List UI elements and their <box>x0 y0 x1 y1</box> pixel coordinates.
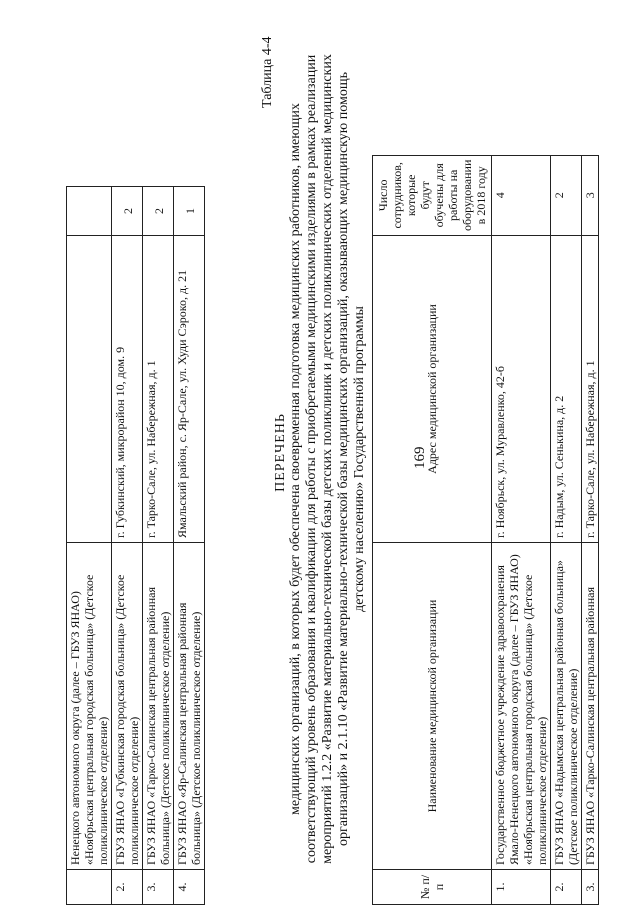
address-cell: г. Надым, ул. Сенькина, д. 2 <box>551 236 582 543</box>
table-row <box>582 155 599 904</box>
table-row <box>67 187 112 905</box>
continued-table <box>66 186 205 905</box>
row-number-cell: 1. <box>492 870 551 905</box>
organization-name-cell: ГБУЗ ЯНАО «Надымская центральная районная больница» (Детское поликлиническое отделение) <box>551 543 582 870</box>
organization-name-cell: ГБУЗ ЯНАО «Яр-Салинская центральная районная больница» (Детское поликлиническое отделение) <box>174 543 205 870</box>
page-number: 169 <box>412 446 428 469</box>
table-row <box>492 155 551 904</box>
row-number-cell <box>67 870 112 905</box>
table-row <box>174 187 205 905</box>
address-cell: г. Тарко-Сале, ул. Набережная, д. 1 <box>143 236 174 543</box>
list-title: ПЕРЕЧЕНЬ <box>273 413 288 492</box>
staff-count-cell <box>112 187 143 236</box>
address-cell: г. Тарко-Сале, ул. Набережная, д. 1 <box>582 236 599 543</box>
staff-count-cell: 3 <box>582 155 599 235</box>
organization-name-cell: Ненецкого автономного округа (далее – ГБУЗ ЯНАО) «Ноябрьская центральная городская больница» (Детское поликлиническое отделение) <box>67 543 112 870</box>
table-header-row <box>373 155 492 904</box>
address-cell: Ямальский район, с. Яр-Сале, ул. Худи Сэроко, д. 21 <box>174 236 205 543</box>
staff-count-cell <box>174 187 205 236</box>
list-description: медицинских организаций, в которых будет обеспечена своевременная подготовка медицинских работников, имеющих соответствующий уровень образования и квалификации для работы с приобретаемыми медицинскими изделиями в рамках реализации мероприятий 1.2.2 «Развитие материально-технической базы детских поликлиник и детских поликлинических отделений медицинских организаций» и 2.1.10 «Развитие материально-технической базы медицинских организаций, оказывающих медицинскую помощь детскому населению» Государственной программы <box>288 54 367 864</box>
row-number-cell: 3. <box>582 870 599 905</box>
row-number-cell: 2. <box>112 870 143 905</box>
row-number-cell: 3. <box>143 870 174 905</box>
address-cell <box>67 236 112 543</box>
organization-name-cell: ГБУЗ ЯНАО «Тарко-Салинская центральная районная больница» (Детское поликлиническое отделение) <box>143 543 174 870</box>
table-row <box>551 155 582 904</box>
organization-name-cell: ГБУЗ ЯНАО «Губкинская городская больница» (Детское поликлиническое отделение) <box>112 543 143 870</box>
organization-name-cell: Государственное бюджетное учреждение здравоохранения Ямало-Ненецкого автономного округа (далее – ГБУЗ ЯНАО) «Ноябрьская центральная городская больница» (Детское поликлиническое отделение) <box>492 543 551 870</box>
table-label: Таблица 4-4 <box>260 36 275 108</box>
row-number-cell: 2. <box>551 870 582 905</box>
table-row <box>143 187 174 905</box>
staff-count-value: 2 <box>152 208 166 214</box>
staff-count-cell <box>143 187 174 236</box>
address-cell: г. Ноябрьск, ул. Муравленко, 42-б <box>492 236 551 543</box>
row-number-cell: 4. <box>174 870 205 905</box>
staff-count-value: 2 <box>121 208 135 214</box>
table-row <box>112 187 143 905</box>
staff-count-cell <box>67 187 112 236</box>
organizations-table <box>372 155 599 905</box>
header-address: Адрес медицинской организации <box>373 236 492 543</box>
staff-count-cell: 2 <box>551 155 582 235</box>
address-cell: г. Губкинский, микрорайон 10, дом. 9 <box>112 236 143 543</box>
staff-count-value: 1 <box>183 208 197 214</box>
header-number: № п/п <box>373 870 492 905</box>
header-organization-name: Наименование медицинской организации <box>373 543 492 870</box>
organization-name-cell: ГБУЗ ЯНАО «Тарко-Салинская центральная районная <box>582 543 599 870</box>
staff-count-cell: 4 <box>492 155 551 235</box>
header-staff-count: Число сотрудников, которые будут обучены для работы на оборудовании в 2018 году <box>373 155 492 235</box>
